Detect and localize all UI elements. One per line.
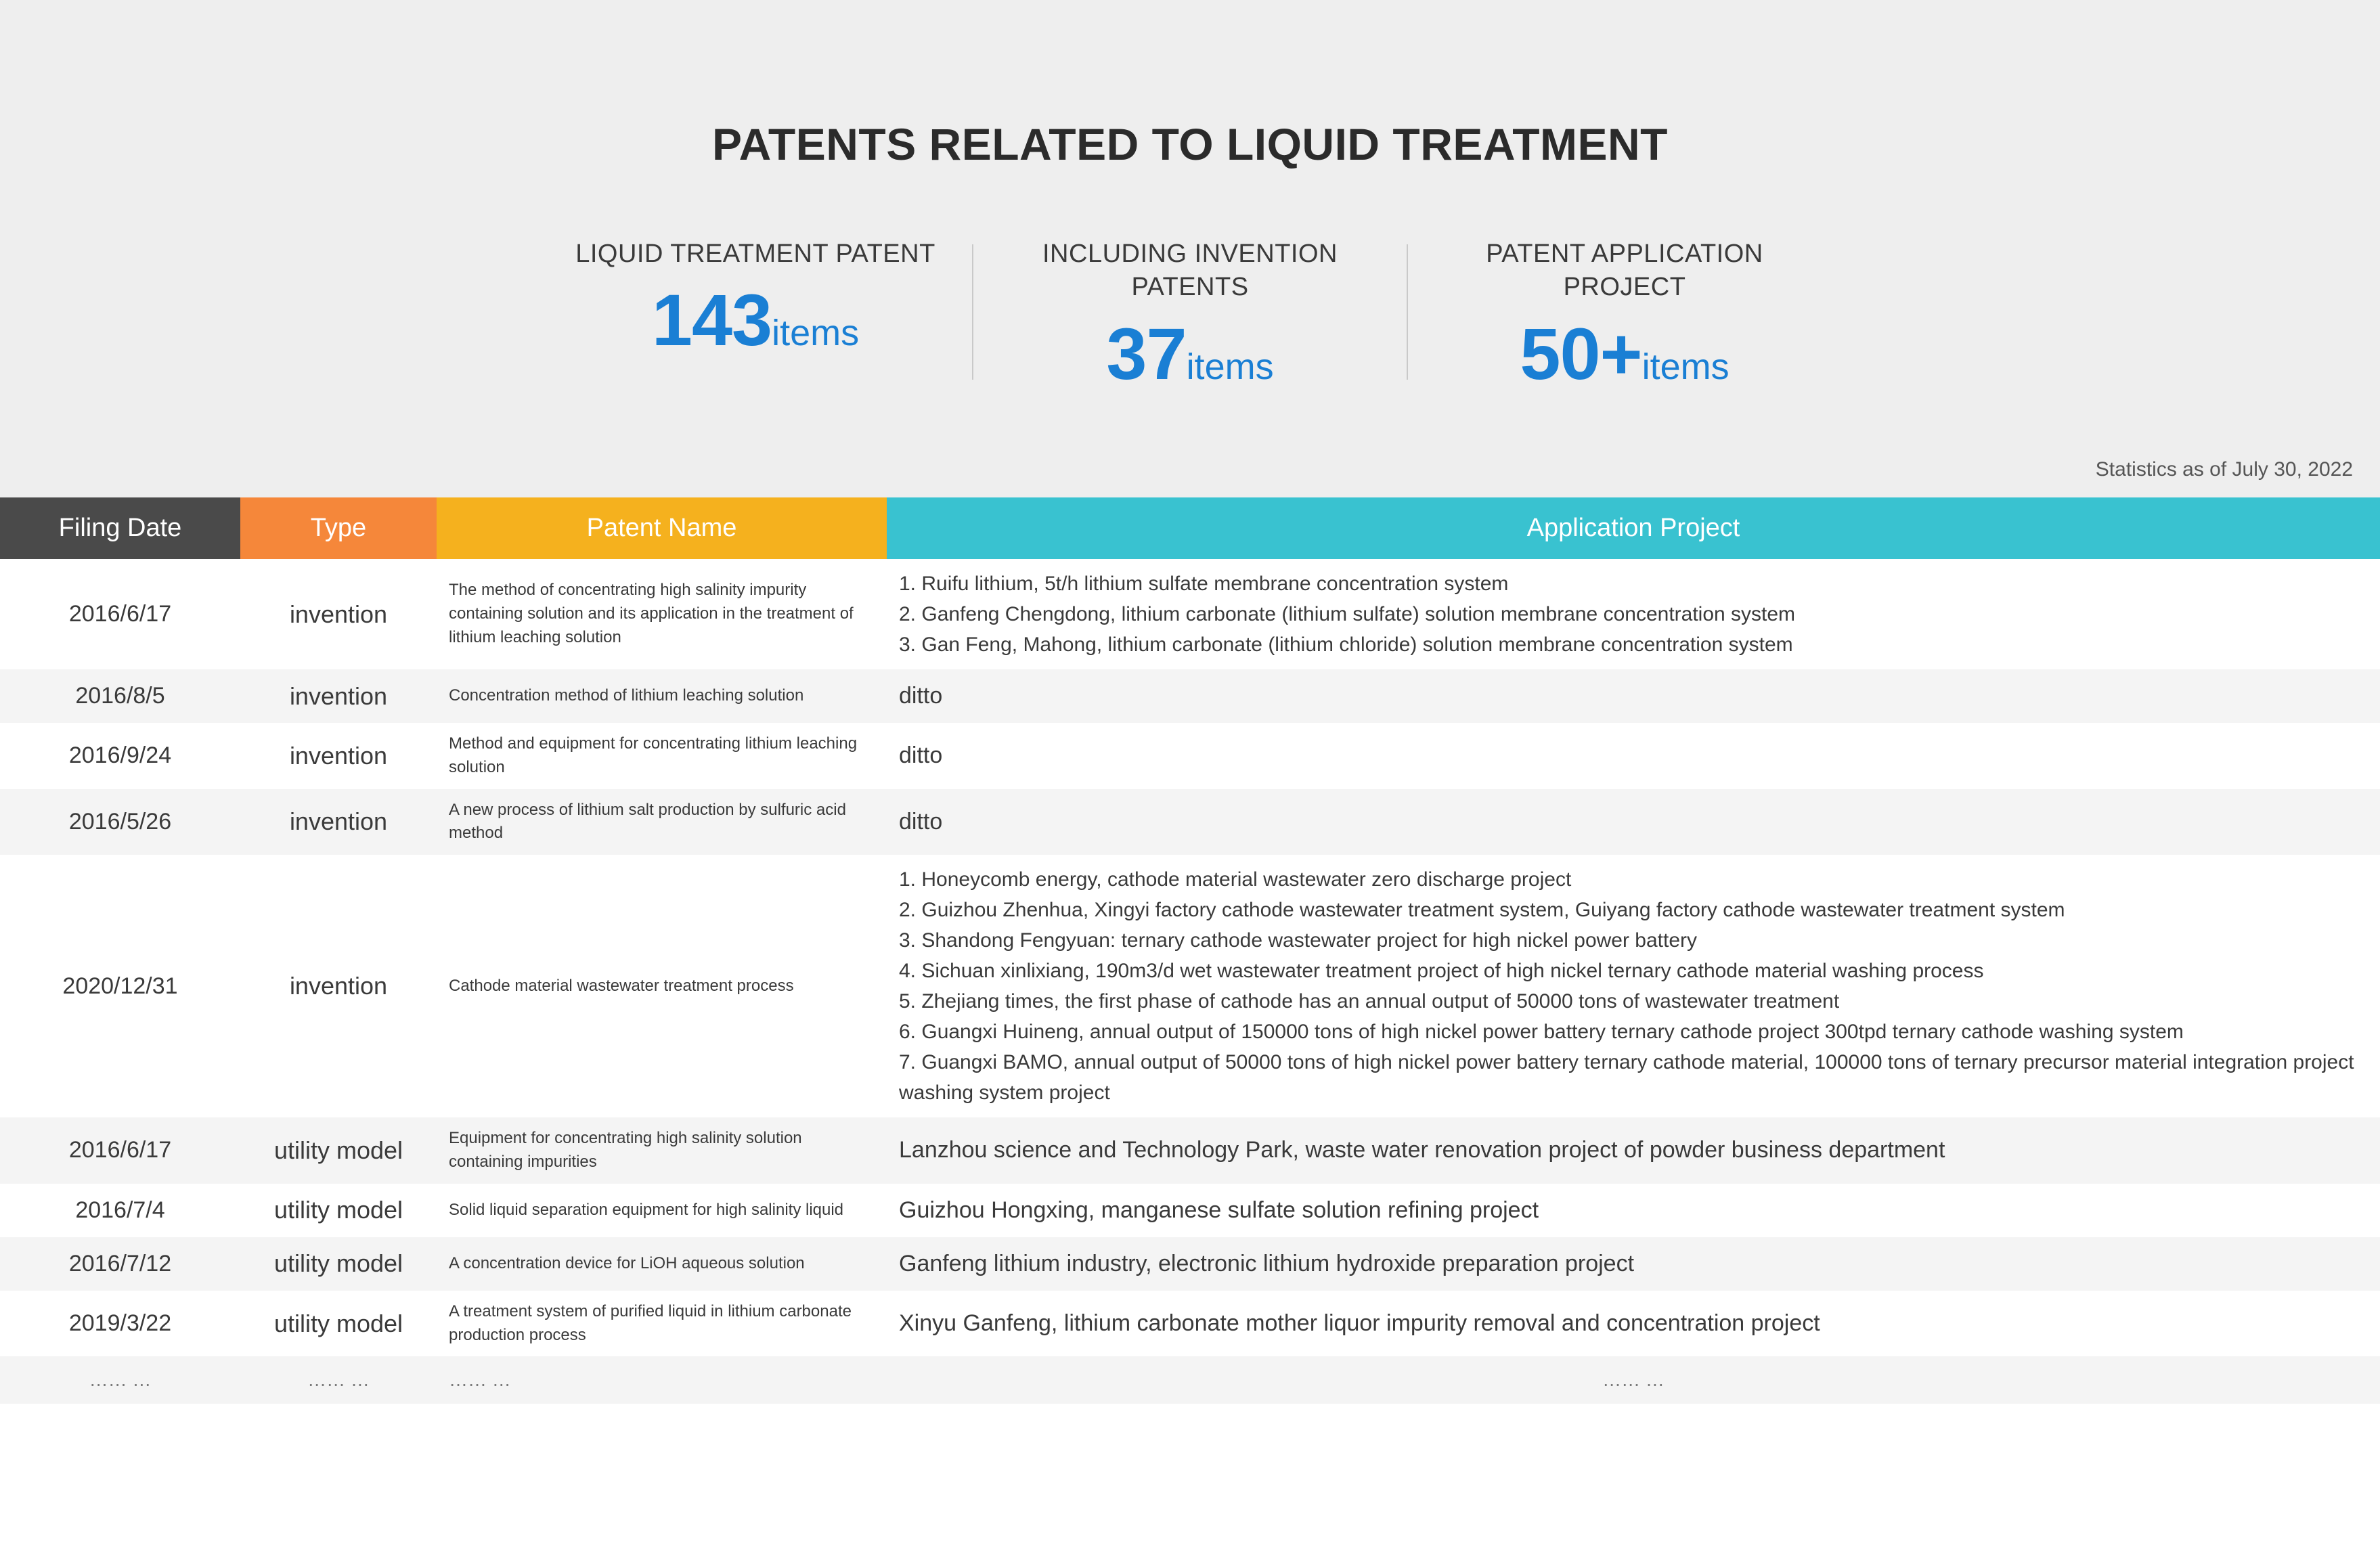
cell-patent-name: A concentration device for LiOH aqueous solution bbox=[437, 1237, 887, 1291]
project-line: 1. Honeycomb energy, cathode material wastewater zero discharge project bbox=[899, 868, 1572, 891]
stat-including-invention-patents bbox=[973, 238, 1407, 396]
table-row bbox=[0, 559, 2380, 669]
cell-patent-name: Equipment for concentrating high salinity solution containing impurities bbox=[437, 1117, 887, 1184]
cell-type: invention bbox=[240, 723, 437, 789]
cell-patent-name: A new process of lithium salt production by sulfuric acid method bbox=[437, 789, 887, 855]
cell-patent-name: Cathode material wastewater treatment process bbox=[437, 855, 887, 1117]
stat-unit: items bbox=[1641, 346, 1729, 387]
stat-patent-application-project bbox=[1408, 238, 1841, 396]
stat-value bbox=[1428, 311, 1821, 396]
cell-type: invention bbox=[240, 559, 437, 669]
table-row bbox=[0, 855, 2380, 1117]
cell-type: utility model bbox=[240, 1117, 437, 1184]
bottom-spacer bbox=[0, 1549, 2380, 1558]
column-header-patent-name: Patent Name bbox=[437, 497, 887, 559]
cell-type: invention bbox=[240, 669, 437, 723]
cell-application-project: Ganfeng lithium industry, electronic lithium hydroxide preparation project bbox=[887, 1237, 2380, 1291]
table-row bbox=[0, 669, 2380, 723]
stat-value bbox=[994, 311, 1386, 396]
cell-type: …… … bbox=[240, 1356, 437, 1404]
stat-number: 143 bbox=[651, 279, 772, 361]
cell-application-project: Xinyu Ganfeng, lithium carbonate mother liquor impurity removal and concentration project bbox=[887, 1291, 2380, 1357]
stat-value bbox=[559, 277, 952, 362]
project-line: 2. Ganfeng Chengdong, lithium carbonate (lithium sulfate) solution membrane concentration system bbox=[899, 603, 1796, 625]
cell-filing-date: 2016/5/26 bbox=[0, 789, 240, 855]
cell-filing-date: …… … bbox=[0, 1356, 240, 1404]
stat-number: 50+ bbox=[1520, 312, 1642, 395]
table-header bbox=[0, 497, 2380, 559]
cell-filing-date: 2020/12/31 bbox=[0, 855, 240, 1117]
table-row bbox=[0, 789, 2380, 855]
cell-type: utility model bbox=[240, 1291, 437, 1357]
cell-application-project: ditto bbox=[887, 723, 2380, 789]
statistics-note: Statistics as of July 30, 2022 bbox=[2095, 458, 2353, 481]
stat-label: PATENT APPLICATION PROJECT bbox=[1486, 240, 1763, 302]
cell-filing-date: 2016/7/4 bbox=[0, 1184, 240, 1237]
page-title: PATENTS RELATED TO LIQUID TREATMENT bbox=[711, 119, 1668, 169]
cell-patent-name: The method of concentrating high salinity impurity containing solution and its application in the treatment of lithium leaching solution bbox=[437, 559, 887, 669]
project-line: 3. Shandong Fengyuan: ternary cathode wastewater project for high nickel power battery bbox=[899, 929, 1698, 952]
cell-filing-date: 2016/7/12 bbox=[0, 1237, 240, 1291]
cell-filing-date: 2019/3/22 bbox=[0, 1291, 240, 1357]
table-row bbox=[0, 1117, 2380, 1184]
cell-patent-name: A treatment system of purified liquid in lithium carbonate production process bbox=[437, 1291, 887, 1357]
header-band bbox=[0, 0, 2380, 497]
cell-patent-name: Concentration method of lithium leaching solution bbox=[437, 669, 887, 723]
cell-filing-date: 2016/9/24 bbox=[0, 723, 240, 789]
cell-application-project: …… … bbox=[887, 1356, 2380, 1404]
column-header-application-project: Application Project bbox=[887, 497, 2380, 559]
project-line: 2. Guizhou Zhenhua, Xingyi factory cathode wastewater treatment system, Guiyang factory cathode wastewater treatment system bbox=[899, 899, 2065, 922]
cell-patent-name: …… … bbox=[437, 1356, 887, 1404]
cell-filing-date: 2016/8/5 bbox=[0, 669, 240, 723]
project-line: 3. Gan Feng, Mahong, lithium carbonate (lithium chloride) solution membrane concentration system bbox=[899, 633, 1793, 656]
project-line: 7. Guangxi BAMO, annual output of 50000 tons of high nickel power battery ternary cathode material, 100000 tons of ternary precursor material integration project washing system project bbox=[899, 1051, 2354, 1105]
stat-number: 37 bbox=[1106, 312, 1187, 395]
project-line: 1. Ruifu lithium, 5t/h lithium sulfate membrane concentration system bbox=[899, 573, 1509, 595]
cell-type: invention bbox=[240, 855, 437, 1117]
table-row bbox=[0, 1184, 2380, 1237]
patents-table bbox=[0, 497, 2380, 1404]
cell-application-project bbox=[887, 855, 2380, 1117]
cell-patent-name: Method and equipment for concentrating lithium leaching solution bbox=[437, 723, 887, 789]
cell-application-project: ditto bbox=[887, 789, 2380, 855]
stat-liquid-treatment-patent bbox=[539, 238, 972, 362]
table-body bbox=[0, 559, 2380, 1404]
cell-type: utility model bbox=[240, 1184, 437, 1237]
cell-patent-name: Solid liquid separation equipment for high salinity liquid bbox=[437, 1184, 887, 1237]
table-header-row bbox=[0, 497, 2380, 559]
table-row bbox=[0, 723, 2380, 789]
cell-filing-date: 2016/6/17 bbox=[0, 559, 240, 669]
cell-application-project bbox=[887, 559, 2380, 669]
cell-type: utility model bbox=[240, 1237, 437, 1291]
project-line: 6. Guangxi Huineng, annual output of 150000 tons of high nickel power battery ternary cathode project 300tpd ternary cathode washing system bbox=[899, 1021, 2184, 1044]
cell-filing-date: 2016/6/17 bbox=[0, 1117, 240, 1184]
table-row bbox=[0, 1356, 2380, 1404]
table-row bbox=[0, 1291, 2380, 1357]
project-line: 4. Sichuan xinlixiang, 190m3/d wet wastewater treatment project of high nickel ternary cathode material washing process bbox=[899, 960, 1984, 983]
cell-type: invention bbox=[240, 789, 437, 855]
stat-unit: items bbox=[1186, 346, 1274, 387]
cell-application-project: ditto bbox=[887, 669, 2380, 723]
project-line: 5. Zhejiang times, the first phase of cathode has an annual output of 50000 tons of wastewater treatment bbox=[899, 990, 1840, 1013]
column-header-filing-date: Filing Date bbox=[0, 497, 240, 559]
table-row bbox=[0, 1237, 2380, 1291]
column-header-type: Type bbox=[240, 497, 437, 559]
cell-application-project: Guizhou Hongxing, manganese sulfate solution refining project bbox=[887, 1184, 2380, 1237]
stat-label: INCLUDING INVENTION PATENTS bbox=[1042, 240, 1338, 302]
stat-label: LIQUID TREATMENT PATENT bbox=[575, 240, 935, 268]
stats-row bbox=[0, 238, 2380, 396]
stat-unit: items bbox=[772, 313, 860, 354]
cell-application-project: Lanzhou science and Technology Park, waste water renovation project of powder business department bbox=[887, 1117, 2380, 1184]
